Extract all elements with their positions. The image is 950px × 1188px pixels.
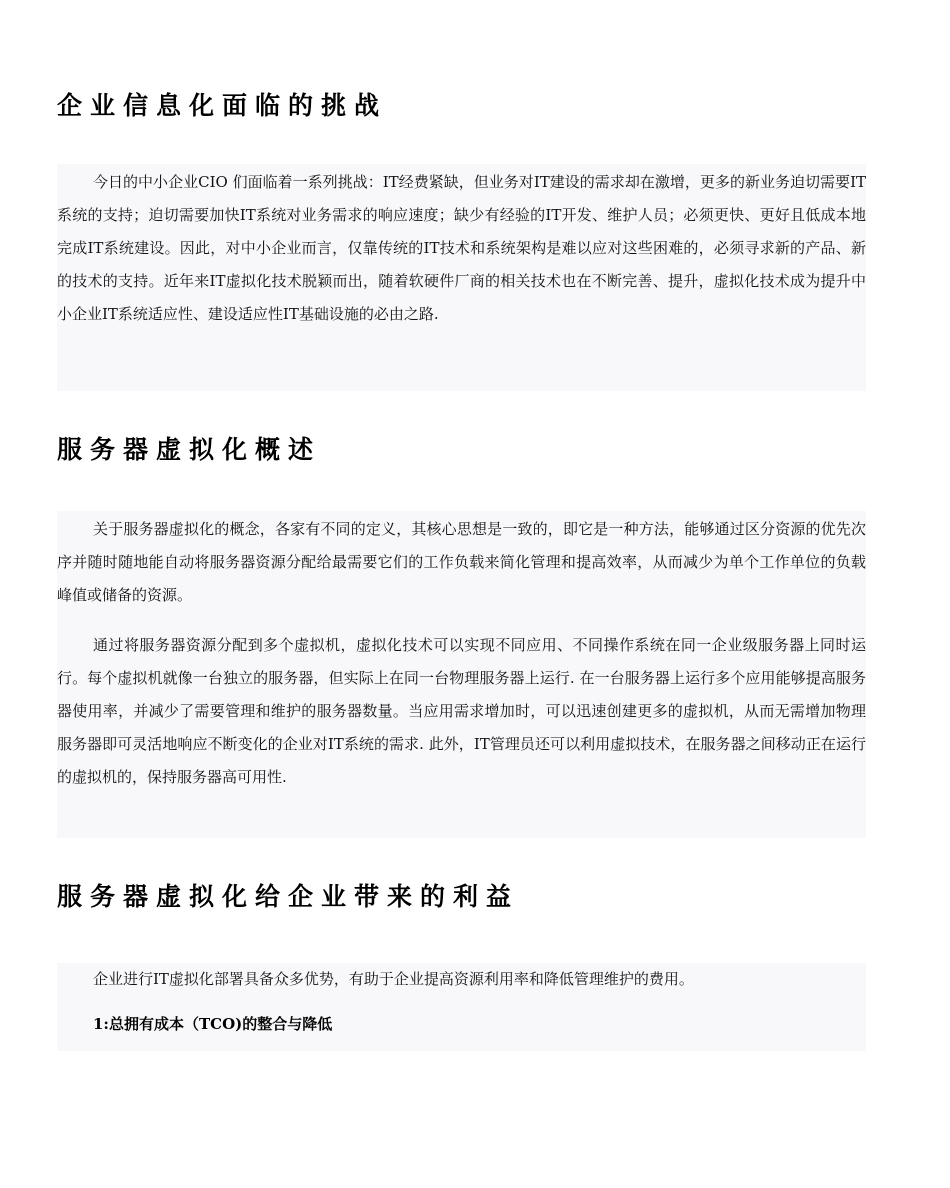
section-title-benefits: 服务器虚拟化给企业带来的利益 [57, 882, 520, 911]
benefit-subheading-tco: 1:总拥有成本（TCO)的整合与降低 [93, 1015, 333, 1033]
section-title-overview: 服务器虚拟化概述 [57, 435, 322, 464]
section-title-challenges: 企业信息化面临的挑战 [57, 91, 388, 120]
section-body-challenges [57, 164, 866, 391]
paragraph-overview-definition: 关于服务器虚拟化的概念，各家有不同的定义，其核心思想是一致的，即它是一种方法，能够通过区分资源的优先次序并随时随地能自动将服务器资源分配给最需要它们的工作负载来简化管理和提高效率，从而减少为单个工作单位的负载峰值或储备的资源。 [57, 520, 866, 604]
paragraph-overview-virtual-machines: 通过将服务器资源分配到多个虚拟机，虚拟化技术可以实现不同应用、不同操作系统在同一企业级服务器上同时运行。每个虚拟机就像一台独立的服务器，但实际上在同一台物理服务器上运行. 在一台服务器上运行多个应用能够提高服务器使用率，并减少了需要管理和维护的服务器数量。当应用需求增加时，可以迅速创建更多的虚拟机，从而无需增加物理服务器即可灵活地响应不断变化的企业对IT系统的需求. 此外，IT管理员还可以利用虚拟技术，在服务器之间移动正在运行的虚拟机的，保持服务器高可用性. [57, 636, 866, 786]
section-body-overview [57, 511, 866, 838]
section-body-benefits [57, 963, 866, 1051]
paragraph-benefits-intro: 企业进行IT虚拟化部署具备众多优势，有助于企业提高资源利用率和降低管理维护的费用。 [93, 970, 694, 988]
paragraph-challenges: 今日的中小企业CIO 们面临着一系列挑战：IT经费紧缺，但业务对IT建设的需求却在激增，更多的新业务迫切需要IT系统的支持；迫切需要加快IT系统对业务需求的响应速度；缺少有经验的IT开发、维护人员；必须更快、更好且低成本地完成IT系统建设。因此，对中小企业而言，仅靠传统的IT技术和系统架构是难以应对这些困难的，必须寻求新的产品、新的技术的支持。近年来IT虚拟化技术脱颖而出，随着软硬件厂商的相关技术也在不断完善、提升，虚拟化技术成为提升中小企业IT系统适应性、建设适应性IT基础设施的必由之路. [57, 173, 866, 323]
